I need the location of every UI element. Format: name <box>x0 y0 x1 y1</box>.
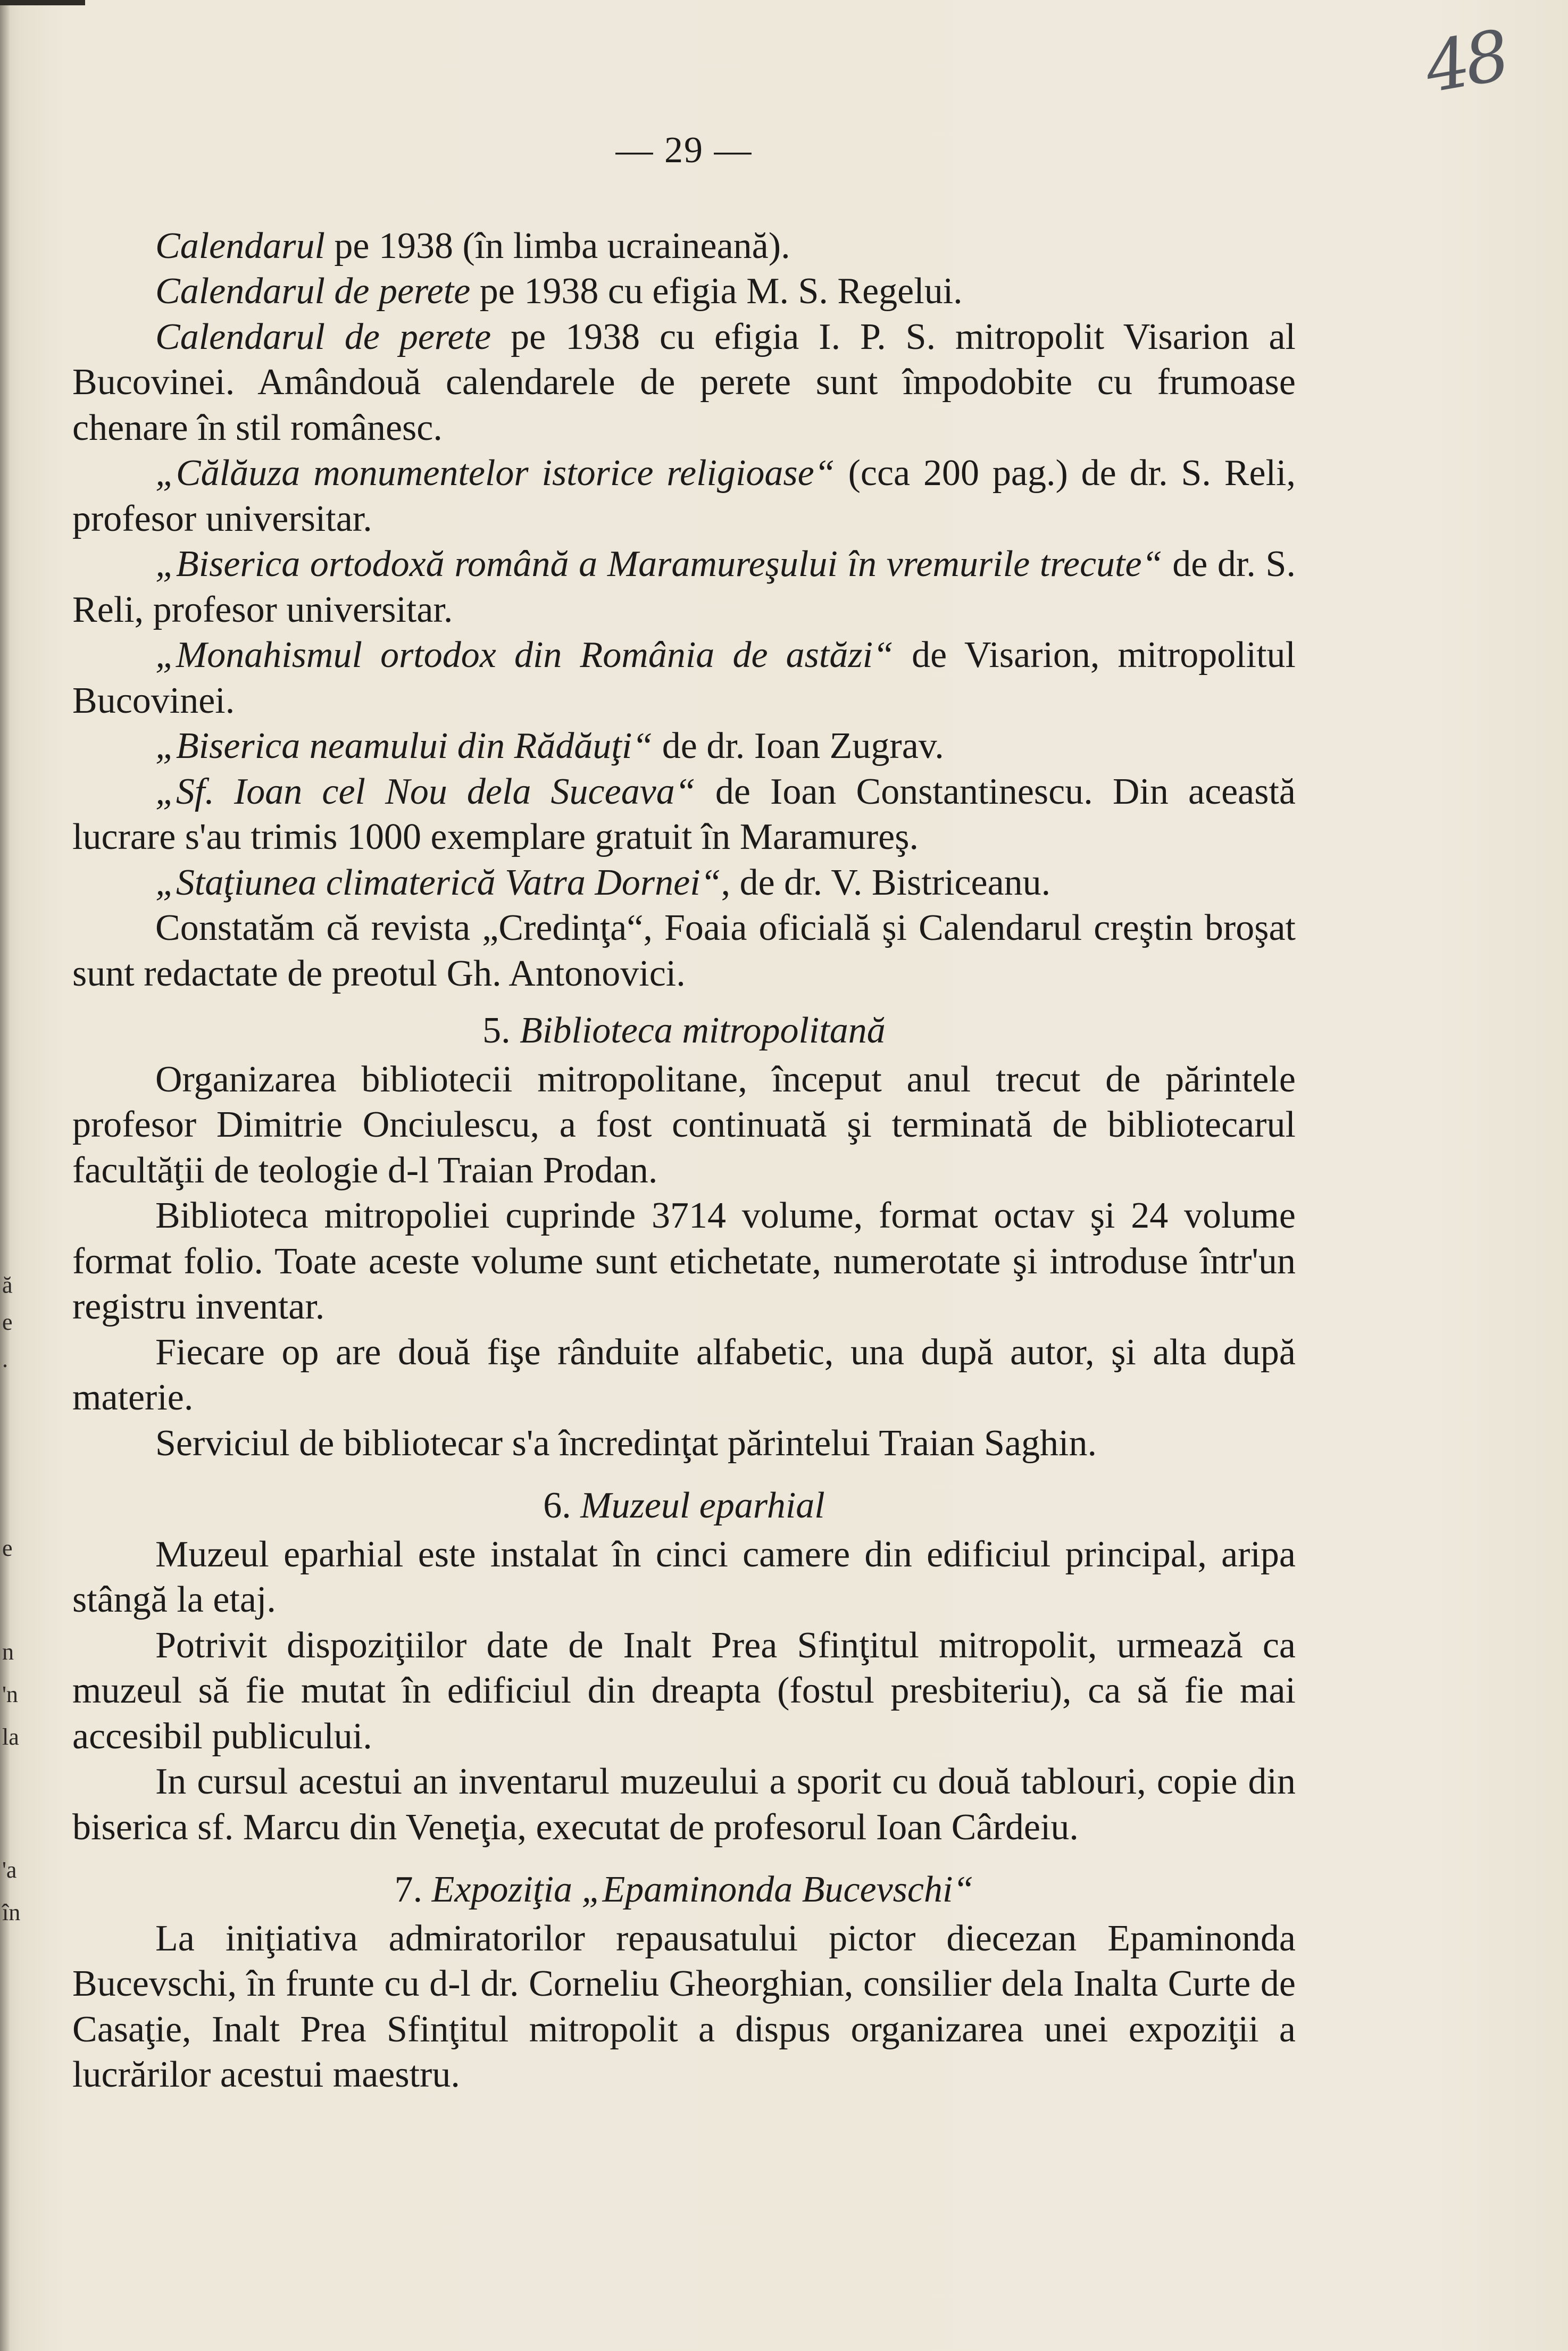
section-muzeul <box>72 1483 1296 1850</box>
section-title: Muzeul eparhial <box>580 1485 825 1526</box>
publication-details: de dr. S. Reli, profesor universitar. <box>72 544 1296 630</box>
left-margin-bleed-through <box>2 0 23 2351</box>
section-paragraph: La iniţiativa admiratorilor repausatului pictor diecezan Epaminonda Bucevschi, în frunte cu d-l dr. Corneliu Gheorghian, consilier dela Inalta Curte de Casaţie, Inalt Prea Sfinţitul mitropolit a dispus organizarea unei expoziţii a lucrărilor acestui maestru. <box>72 1918 1296 2095</box>
section-number: 6. <box>543 1485 571 1526</box>
publication-entry <box>72 723 1296 769</box>
publication-details: pe 1938 cu efigia M. S. Regelui. <box>470 271 963 312</box>
publication-entry <box>72 769 1296 860</box>
publication-title: „Sf. Ioan cel Nou dela Suceava“ <box>155 771 696 812</box>
publication-title: „Biserica ortodoxă română a Maramureşului în vremurile trecute“ <box>155 544 1163 585</box>
publication-entry <box>72 223 1296 269</box>
section-heading <box>72 1008 1296 1054</box>
bleed-fragment: . <box>2 1346 8 1372</box>
publication-title: „Călăuza monumentelor istorice religioase“ <box>155 453 835 494</box>
bleed-fragment: n <box>2 1639 14 1665</box>
section-paragraph: Potrivit dispoziţiilor date de Inalt Prea Sfinţitul mitropolit, urmează ca muzeul să fie mutat în edificiul din dreapta (fostul presbiteriu), ca să fie mai accesibil publicului. <box>72 1624 1296 1757</box>
publication-title: Calendarul de perete <box>155 316 491 357</box>
publication-title: Calendarul de perete <box>155 271 471 312</box>
section-title: Biblioteca mitropolitană <box>520 1010 886 1051</box>
bleed-fragment: e <box>2 1535 13 1561</box>
publication-details: , de dr. V. Bistriceanu. <box>721 862 1051 903</box>
publication-title: Calendarul <box>155 225 325 266</box>
publication-entry <box>72 860 1296 906</box>
bleed-fragment: e <box>2 1309 13 1335</box>
page-number: — 29 — <box>615 130 753 171</box>
publication-details: pe 1938 cu efigia I. P. S. mitropolit Visarion al Bucovinei. Amândouă calendarele de perete sunt împodobite cu frumoase chenare în stil românesc. <box>72 316 1296 448</box>
publication-entry <box>72 269 1296 314</box>
publication-title: „Monahismul ortodox din România de astăzi“ <box>155 635 894 676</box>
publication-details: (cca 200 pag.) de dr. S. Reli, profesor universitar. <box>72 453 1296 539</box>
section-heading <box>72 1867 1296 1913</box>
section-heading <box>72 1483 1296 1529</box>
bleed-fragment: 'a <box>2 1857 17 1883</box>
section-biblioteca <box>72 1008 1296 1466</box>
section-number: 5. <box>482 1010 511 1051</box>
publication-title: „Staţiunea climaterică Vatra Dornei“ <box>155 862 721 903</box>
publication-entry <box>72 451 1296 541</box>
section-paragraph: Biblioteca mitropoliei cuprinde 3714 volume, format octav şi 24 volume format folio. Toate aceste volume sunt etichetate, numerotate şi introduse într'un registru inventar. <box>72 1195 1296 1327</box>
section-number: 7. <box>394 1869 423 1910</box>
publication-details: de Visarion, mitropolitul Bucovinei. <box>72 635 1296 721</box>
handwritten-folio-number: 48 <box>1419 15 1512 109</box>
publications-list <box>72 223 1296 997</box>
publication-details: pe 1938 (în limba ucraineană). <box>324 225 790 266</box>
publication-details: de Ioan Constantinescu. Din această lucrare s'au trimis 1000 exemplare gratuit în Maramureş. <box>72 771 1296 857</box>
section-paragraph: Fiecare op are două fişe rânduite alfabetic, una după autor, şi alta după materie. <box>72 1331 1296 1418</box>
section-paragraph: Organizarea bibliotecii mitropolitane, început anul trecut de părintele profesor Dimitrie Onciulescu, a fost continuată şi terminată de bibliotecarul facultăţii de teologie d-l Traian Prodan. <box>72 1058 1296 1191</box>
section-paragraph: In cursul acestui an inventarul muzeului a sporit cu două tablouri, copie din biserica sf. Marcu din Veneţia, executat de profesorul Ioan Cârdeiu. <box>72 1761 1296 1848</box>
bleed-fragment: 'n <box>2 1681 18 1707</box>
publication-entry <box>72 541 1296 632</box>
section-title: Expoziţia „Epaminonda Bucevschi“ <box>431 1869 974 1910</box>
bleed-fragment: la <box>2 1724 19 1750</box>
bleed-fragment: în <box>2 1899 21 1925</box>
publication-title: „Biserica neamului din Rădăuţi“ <box>155 726 653 766</box>
section-expozitia <box>72 1867 1296 2098</box>
closing-note: Constatăm că revista „Credinţa“, Foaia oficială şi Calendarul creştin broşat sunt redactate de preotul Gh. Antonovici. <box>72 907 1296 994</box>
page-body <box>72 128 1296 2098</box>
bleed-fragment: ă <box>2 1272 13 1298</box>
section-paragraph: Serviciul de bibliotecar s'a încredinţat părintelui Traian Saghin. <box>155 1422 1097 1464</box>
section-paragraph: Muzeul eparhial este instalat în cinci camere din edificiul principal, aripa stângă la etaj. <box>72 1533 1296 1620</box>
publication-entry <box>72 632 1296 723</box>
publication-details: de dr. Ioan Zugrav. <box>653 726 944 766</box>
publication-entry <box>72 314 1296 451</box>
